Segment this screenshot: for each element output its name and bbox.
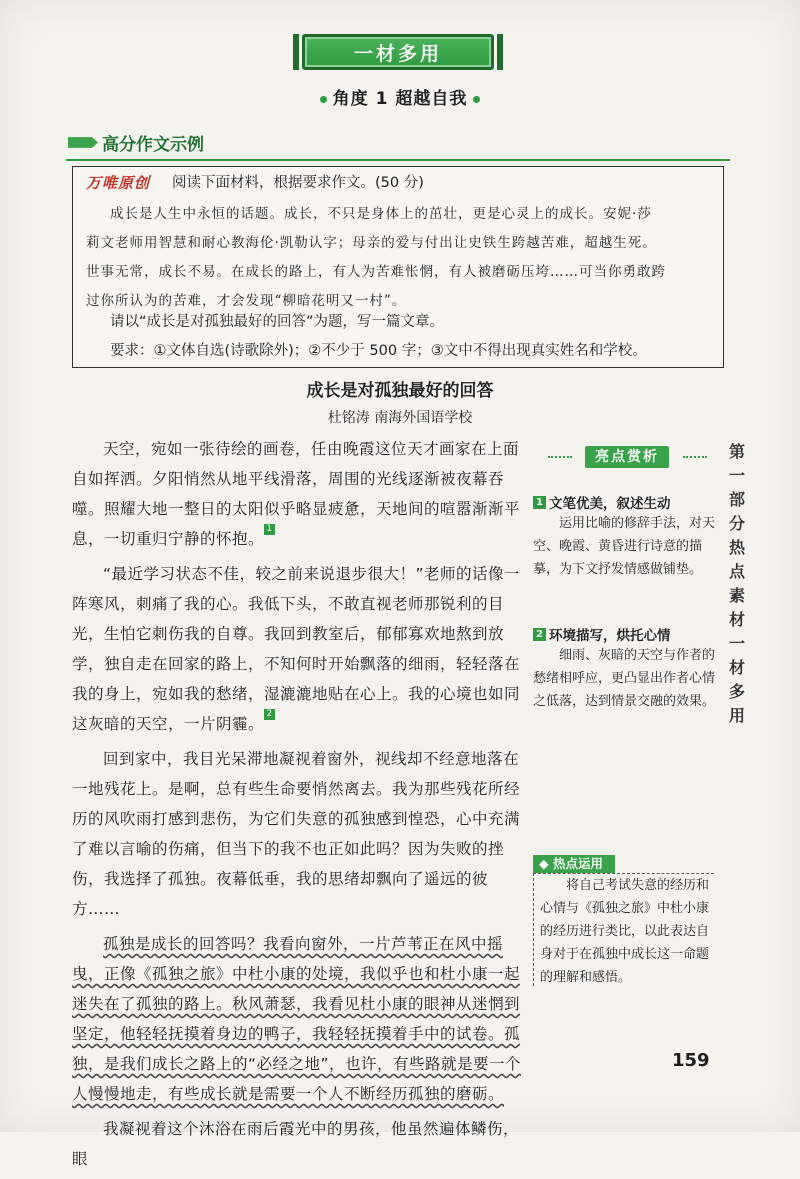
prompt-requirements: 要求：①文体自选(诗歌除外)；②不少于 500 字；③文中不得出现真实姓名和学校。 <box>110 343 647 359</box>
essay-paragraph: 孤独是成长的回答吗？我看向窗外，一片芦苇正在风中摇曳，正像《孤独之旅》中杜小康的处境，我似乎也和杜小康一起迷失在了孤独的路上。秋风萧瑟，我看见杜小康的眼神从迷惘到坚定，他轻轻抚摸着身边的鸭子，我轻轻抚摸着手中的试卷。孤独，是我们成长之路上的“必经之地”，也许，有些路就是要一个人慢慢地走，有些成长就是需要一个人不断经历孤独的磨砺。 <box>72 935 522 1103</box>
bullet-dot-icon <box>320 96 327 103</box>
material-line: 莉文老师用智慧和耐心教海伦·凯勒认字；母亲的爱与付出让史铁生跨越苦难，超越生死。 <box>86 235 657 251</box>
prompt-instruction: 阅读下面材料，根据要求作文。(50 分) <box>172 175 424 191</box>
material-line: 世事无常，成长不易。在成长的路上，有人为苦难怅惘，有人被磨砺压垮……可当你勇敢跨 <box>86 264 666 280</box>
note-number: 2 <box>533 628 546 641</box>
pen-icon <box>68 134 98 152</box>
note-heading: 文笔优美，叙述生动 <box>549 496 671 512</box>
essay-author: 杜铭涛 南海外国语学校 <box>327 410 473 426</box>
divider <box>66 159 730 161</box>
page-number: 159 <box>672 1050 710 1071</box>
badge-dots-left <box>548 456 572 460</box>
note-1 <box>533 492 718 581</box>
section-title <box>68 130 204 155</box>
section-title-text: 高分作文示例 <box>102 135 204 155</box>
essay-paragraph: 天空，宛如一张待绘的画卷，任由晚霞这位天才画家在上面自如挥洒。夕阳悄然从地平线滑落，周围的光线逐渐被夜幕吞噬。照耀大地一整日的太阳似乎略显疲惫，天地间的喧嚣渐渐平息，一切重归宁静的怀抱。1 <box>72 440 521 548</box>
essay-paragraph: 回到家中，我目光呆滞地凝视着窗外，视线却不经意地落在一地残花上。是啊，总有些生命要悄然离去。我为那些残花所经历的风吹雨打感到悲伤，为它们失意的孤独感到惶恐，心中充满了难以言喻的伤痛，但当下的我不也正如此吗？因为失败的挫伤，我选择了孤独。夜幕低垂，我的思绪却飘向了遥远的彼方…… <box>72 750 521 918</box>
essay-body <box>72 434 522 1179</box>
bullet-dot-icon <box>473 96 480 103</box>
brand-label: 万唯原创 <box>86 174 151 192</box>
prompt-task: 请以“成长是对孤独最好的回答”为题，写一篇文章。 <box>110 314 445 330</box>
material-line: 过你所认为的苦难，才会发现“柳暗花明又一村”。 <box>86 293 407 309</box>
highlights-badge: 亮点赏析 <box>585 446 669 468</box>
essay-paragraph: 我凝视着这个沐浴在雨后霞光中的男孩，他虽然遍体鳞伤，眼 <box>72 1120 520 1168</box>
angle-heading <box>0 84 800 109</box>
essay-paragraph: “最近学习状态不佳，较之前来说退步很大！”老师的话像一阵寒风，刺痛了我的心。我低下头，不敢直视老师那锐利的目光，生怕它刺伤我的自尊。我回到教室后，郁郁寡欢地熬到放学，独自走在回家的路上，不知何时开始飘落的细雨，轻轻落在我的身上，宛如我的愁绪，湿漉漉地贴在心上。我的心境也如同这灰暗的天空，一片阴霾。2 <box>72 565 521 733</box>
note-2 <box>533 624 718 713</box>
essay-title: 成长是对孤独最好的回答 <box>306 381 494 401</box>
hot-topic-tag: ◆ 热点运用 <box>533 855 615 873</box>
hot-topic-text: 将自己考试失意的经历和心情与《孤独之旅》中杜小康的经历进行类比，以此表达自身对于在孤独中成长这一命题的理解和感悟。 <box>540 878 710 985</box>
note-body: 运用比喻的修辞手法，对天空、晚霞、黄昏进行诗意的描摹，为下文抒发情感做铺垫。 <box>533 516 716 577</box>
section-banner: 一材多用 <box>302 34 494 70</box>
material-line: 成长是人生中永恒的话题。成长，不只是身体上的茁壮，更是心灵上的成长。安妮·莎 <box>110 206 652 222</box>
marker-1: 1 <box>264 524 275 535</box>
marker-2: 2 <box>264 709 275 720</box>
badge-dots-right <box>683 456 707 460</box>
angle-title: 角度 1 超越自我 <box>332 89 468 109</box>
note-heading: 环境描写，烘托心情 <box>549 628 671 644</box>
vertical-section-tab: 第一部分 热点素材一材多用 <box>728 442 745 725</box>
note-number: 1 <box>533 496 546 509</box>
note-body: 细雨、灰暗的天空与作者的愁绪相呼应，更凸显出作者心情之低落，达到情景交融的效果。 <box>533 648 716 709</box>
